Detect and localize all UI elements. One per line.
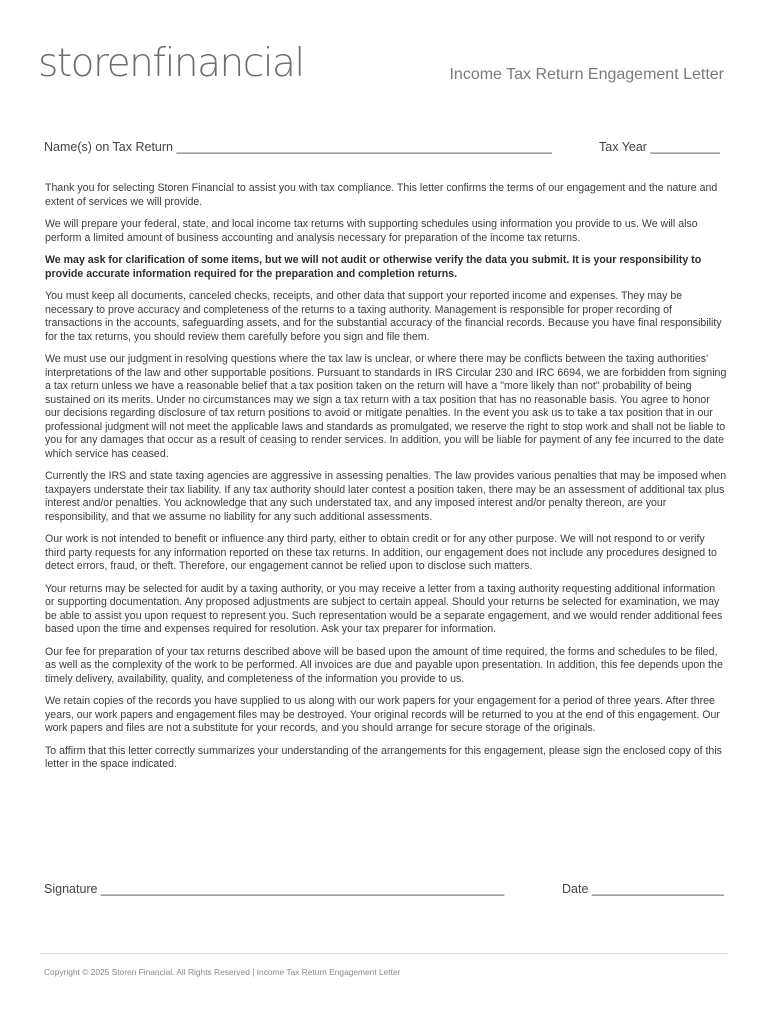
paragraph: We must use our judgment in resolving questions where the tax law is unclear, or where there may be conflicts between the taxing authorities' interpretations of the law and other supportable positions. Pursuant to standards in IRS Circular 230 and IRC 6694, we are forbidden from signing a tax return unless we have a reasonable belief that a tax position taken on the return will have a "more likely than not" probability of being sustained on its merits. Under no circumstances may we sign a tax return with a tax position that has no reasonable basis. You agree to honor our decisions regarding disclosure of tax return positions to avoid or mitigate penalties. In the event you ask us to take a tax position that in our professional judgment will not meet the applicable laws and standards as promulgated, we reserve the right to stop work and shall not be liable to you for any damages that occur as a result of ceasing to render services. In addition, you will be liable for payment of any fee incurred to the date which service has ceased. [45,353,727,460]
signature-field[interactable] [44,882,504,896]
signature-label: Signature [44,882,98,896]
paragraph: Currently the IRS and state taxing agencies are aggressive in assessing penalties. The law provides various penalties that may be imposed when taxpayers understate their tax liability. If any tax authority should later contest a position taken, there may be an assessment of additional tax plus interest and/or penalties. You acknowledge that any such understated tax, and any imposed interest and/or penalty thereon, are your responsibility, and that we assume no liability for any such additional assessments. [45,470,727,523]
footer-divider [40,953,728,954]
letter-body [45,182,727,781]
names-blank: ______________________________________________________ [176,140,552,154]
paragraph: We will prepare your federal, state, and local income tax returns with supporting schedules using information you provide to us. We will also perform a limited amount of business accounting and analysis necessary for preparation of the income tax returns. [45,218,698,244]
paragraph: You must keep all documents, canceled checks, receipts, and other data that support your reported income and expenses. They may be necessary to prove accuracy and completeness of the returns to a taxing authority. Management is responsible for proper recording of transactions in the accounts, safeguarding assets, and for the substantial accuracy of the financial records. Because you have final responsibility for the tax returns, you should review them carefully before you sign and file them. [45,290,722,343]
paragraph: We retain copies of the records you have supplied to us along with our work papers for your engagement for a period of three years. After three years, our work papers and engagement files may be destroyed. Your original records will be returned to you at the end of this engagement. Our work papers and files are not a substitute for your records, and you should arrange for secure storage of the originals. [45,695,720,734]
company-logo: storenfinancial [38,41,304,86]
paragraph-bold-notice: We may ask for clarification of some items, but we will not audit or otherwise verify the data you submit. It is your responsibility to provide accurate information required for the preparation and completion returns. [45,254,702,280]
paragraph: Our work is not intended to benefit or influence any third party, either to obtain credit or for any other purpose. We will not respond to or verify third party requests for any information reported on these tax returns. In addition, our engagement does not include any procedures designed to detect errors, fraud, or theft. Therefore, our engagement cannot be relied upon to disclose such matters. [45,533,717,572]
document-title: Income Tax Return Engagement Letter [449,66,724,83]
names-on-return-field[interactable] [44,140,552,154]
paragraph: Thank you for selecting Storen Financial to assist you with tax compliance. This letter confirms the terms of our engagement and the nature and extent of services we will provide. [45,182,718,208]
signature-blank: __________________________________________________________ [101,882,505,896]
date-field[interactable] [562,882,724,896]
paragraph: To affirm that this letter correctly summarizes your understanding of the arrangements for this engagement, please sign the enclosed copy of this letter in the space indicated. [45,744,722,770]
tax-year-label: Tax Year [599,140,647,154]
paragraph: Our fee for preparation of your tax returns described above will be based upon the amount of time required, the forms and schedules to be filed, as well as the complexity of the work to be performed. All invoices are due and payable upon presentation. In addition, this fee depends upon the timely delivery, availability, quality, and completeness of the information you provide to us. [45,645,723,685]
paragraph: Your returns may be selected for audit by a taxing authority, or you may receive a letter from a taxing authority requesting additional information or supporting documentation. Any proposed adjustments are subject to certain appeal. Should your returns be selected for examination, we may be able to assist you upon request to represent you. Such representation would be a separate engagement, and we would render additional fees based upon the time and expenses required for resolution. Ask your tax preparer for information. [45,582,723,635]
names-label: Name(s) on Tax Return [44,140,173,154]
tax-year-blank: __________ [650,140,720,154]
date-blank: ___________________ [591,882,724,896]
tax-year-field[interactable] [599,140,720,154]
date-label: Date [562,882,589,896]
footer-copyright: Copyright © 2025 Storen Financial. All Rights Reserved | Income Tax Return Engagement Letter [44,967,401,977]
